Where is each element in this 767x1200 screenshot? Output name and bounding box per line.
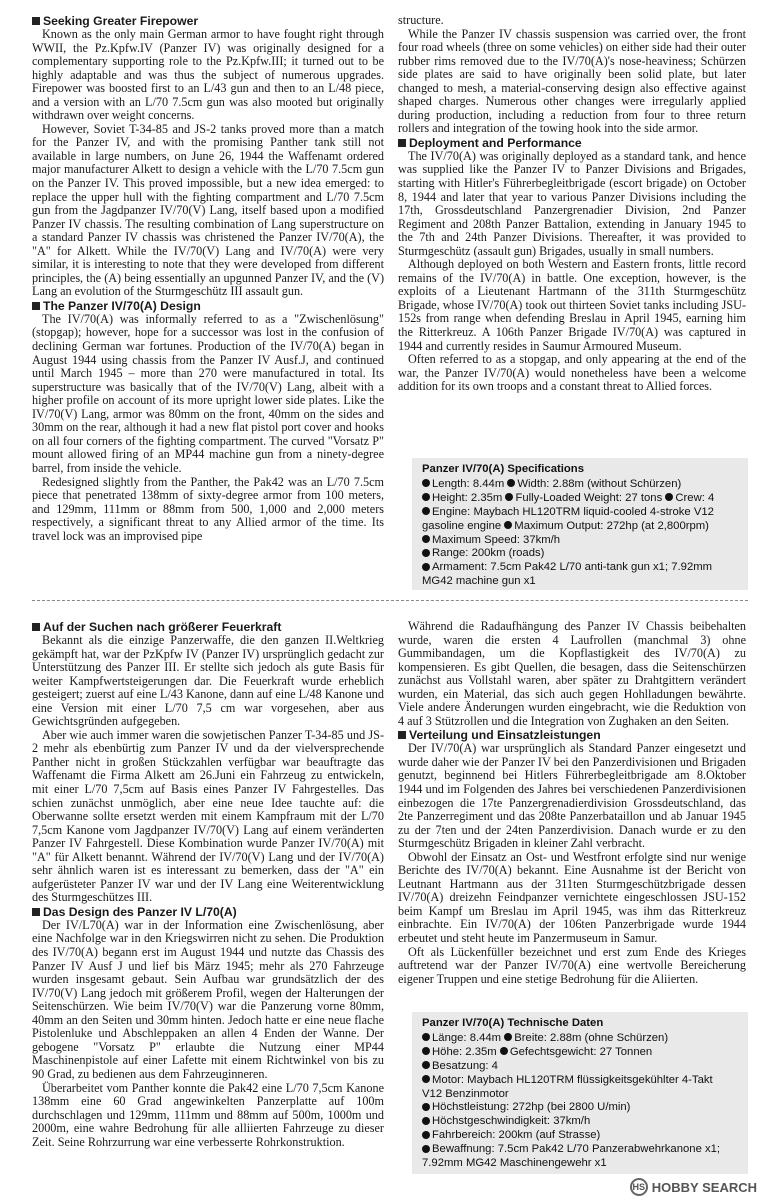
bullet-icon [505,493,513,501]
german-column-right [398,620,746,986]
english-spec-box [412,458,748,590]
paragraph: Oft als Lückenfüller bezeichnet und erst zum Ende des Krieges auftretend war der Panzer IV/70(A) eine wertvolle Bereicherung eigener Truppen und eine stetige Bedrohung für die Aliierten. [398,944,746,986]
paragraph: Bekannt als die einzige Panzerwaffe, die den ganzen II.Weltkrieg gekämpft hat, war der PzKpfw IV (Panzer IV) ursprünglich gedacht zur Unterstützung des Panzer III. Er stellte sich jedoch als gute Basis für weiter Kampfwertsteigerungen dar. Die Feuerkraft wurde erheblich gesteigert; zuerst auf eine L/43 Kanone, dann auf eine L/48 Kanone und eine Version mit einer L/70 7,5 cm war vorgesehen, aber aus Gewichtsgründen aufgegeben. [32,633,384,729]
section-heading: Das Design des Panzer IV L/70(A) [32,905,384,919]
spec-line: Length: 8.44m Width: 2.88m (without Schürzen) [422,478,738,492]
spec-line: 7.92mm MG42 Maschinengewehr x1 [422,1157,607,1170]
spec-line: Range: 200km (roads) [422,547,738,561]
square-bullet-icon [398,139,406,147]
watermark [630,1178,757,1196]
paragraph: Der IV/L70(A) war in der Information eine Zwischenlösung, aber eine Nachfolge war in den Kriegswirren nicht zu sehen. Die Produktion des IV/70(A) begann erst im August 1944 und nutzte das Chassis des Panzer IV Ausf J und lief bis März 1945; mehr als 270 Fahrzeuge wurden insgesamt gebaut. Sein Aufbau war grundsätzlich der des IV/70(V) Lang jedoch mit größerem Profil, wegen der Halterungen der Seitenschürzen. Wie beim IV/70(V) war die Panzerung vorne 80mm, 40mm an den Seiten und 30mm hinten. Jedoch hatte er eine neue flache Pistolenluke und Abschleppaken an allen 4 Enden der Wanne. Der gebogene "Vorsatz P" erlaubte die Nutzung einer MP44 Maschinenpistole auf einer Lafette mit einem Richtwinkel von bis zu 90 Grad, zu bedienen aus dem Fahrzeuginneren. [32,917,384,1081]
bullet-icon [422,1131,430,1139]
german-column-left [32,620,384,1149]
spec-line: Motor: Maybach HL120TRM flüssigkeitsgekühlter 4-Takt [422,1074,738,1088]
paragraph: Obwohl der Einsatz an Ost- und Westfront erfolgte sind nur wenige Berichte des IV/70(A) bekannt. Eine Ausnahme ist der Bericht von Leutnant Hartmann aus der 311ten Sturmgeschützbrigade dessen IV/70(A) dreizehn Feindpanzer vernichtete eingeschlossen JSU-152 beim Kampf um Breslau im April 1945, was ihm das Ritterkreuz einbrachte. Ein IV/70(A) der 106ten Panzerbrigade wurde 1944 erbeutet und steht heute im Panzermuseum in Samur. [398,849,746,946]
spec-line: gasoline engine Maximum Output: 272hp (at 2,800rpm) [422,519,709,532]
watermark-text: HOBBY SEARCH [651,1179,757,1195]
square-bullet-icon [32,908,40,916]
spec-line: V12 Benzinmotor [422,1087,509,1100]
paragraph: The IV/70(A) was originally deployed as a standard tank, and hence was supplied like the Panzer IV to Panzer Divisions and Brigades, starting with Hitler's Führerbegleitbrigade (escort brigade) on October 8, 1944 and later that year to various Panzer Divisions including the 17th, Grossdeutschland Panzergrenadier Division, 2nd Panzer Regiment and 208th Panzer Battalion, extending in January 1945 to the 7th and 24th Panzer Divisions. Thereafter, it was provided to Sturmgeschütz (assault gun) Brigades, usually in small numbers. [398,148,746,258]
bullet-icon [422,1103,430,1111]
bullet-icon [422,563,430,571]
spec-title: Panzer IV/70(A) Technische Daten [422,1017,604,1029]
paragraph: While the Panzer IV chassis suspension was carried over, the front four road wheels (three on some vehicles) on either side had their outer rubber rims removed due to the IV/70(A)'s nose-heaviness; Schürzen side plates are said to have originally been solid plate, but later changed to mesh, a material-conserving design also effective against shaped charges. Numerous other changes were irregularly applied during production, including a reduction from four to three return rollers and integration of the towing hook into the side armor. [398,26,746,136]
paragraph: Während die Radaufhängung des Panzer IV Chassis beibehalten wurde, waren die ersten 4 Laufrollen (manchmal 3) ohne Gummibandagen, um die Kopflastigkeit des IV/70(A) zu kompensieren. Es gibt Quellen, die besagen, dass die Seitenschürzen zunächst aus Vollstahl waren, aber später zu Drahtgittern verändert wurden, ein Material, das sich auch gegen Hohlladungen bewährte. Viele andere Änderungen wurden eingebracht, wie die Reduktion von 4 auf 3 Stützrollen und die Integration von Zughaken an den Seiten. [398,619,746,728]
paragraph: The IV/70(A) was informally referred to as a "Zwischenlösung" (stopgap); however, hope for a successor was lost in the confusion of declining German war fortunes. Production of the IV/70(A) began in August 1944 using chassis from the Panzer IV Ausf.J, and continued until March 1945 – more than 270 were manufactured in total. Its superstructure was basically that of the IV/70(V) Lang, albeit with a higher profile on account of its more upright lower side plates. Like the IV/70(V) Lang, armor was 80mm on the front, 40mm on the sides and 30mm on the rear, although it had a new flat pistol port cover and hooks on all four corners of the fighting compartment. The curved "Vorsatz P" mount allowed firing of an MP44 machine gun from a ninety-degree barrel, from inside the vehicle. [32,311,384,475]
bullet-icon [665,493,673,501]
bullet-icon [504,1033,512,1041]
paragraph: Aber wie auch immer waren die sowjetischen Panzer T-34-85 und JS-2 mehr als ebenbürtig zum Panzer IV und da der vielversprechende Panther nicht in großen Stückzahlen verfügbar war beauftragte das Waffenamt die Firma Alkett am 26.Juni ein Fahrzeug zu entwickeln, mit einer L/70 7,5cm auf Basis eines Panzer IV Fahrgestelles. Das schien zunächst unmöglich, aber eine neue Idee tauchte auf: die Oberwanne sollte ersetzt werden mit einem Kampfraum mit der L/70 7,5cm Kanone vom Jagdpanzer IV/70(V) Lang auf einem veränderten Panzer IV Fahrgestell. Diese Kombination wurde Panzer IV/70(A) mit "A" für Alkett benannt. Während der IV/70(V) Lang und der IV/70(A) sehr ähnlich waren ist es interessant zu bemerken, dass der "A" ein aufgerüsteter Panzer IV war und der IV Lang eine Weiterentwicklung des Sturmgeschützes III. [32,727,384,905]
bullet-icon [422,1075,430,1083]
bullet-icon [422,493,430,501]
english-column-right [398,14,746,394]
bullet-icon [422,1117,430,1125]
spec-line: Fahrbereich: 200km (auf Strasse) [422,1129,738,1143]
spec-line: Höchstgeschwindigkeit: 37km/h [422,1115,738,1129]
paragraph: structure. [398,13,444,27]
bullet-icon [422,507,430,515]
spec-line: Engine: Maybach HL120TRM liquid-cooled 4-stroke V12 [422,506,738,520]
square-bullet-icon [32,302,40,310]
hobby-search-logo-icon: HS [630,1178,648,1196]
section-heading: Verteilung und Einsatzleistungen [398,728,746,742]
bullet-icon [422,1033,430,1041]
bullet-icon [422,1145,430,1153]
english-column-left [32,14,384,543]
bullet-icon [504,521,512,529]
bullet-icon [422,549,430,557]
bullet-icon [500,1047,508,1055]
bullet-icon [422,1061,430,1069]
spec-line: Height: 2.35m Fully-Loaded Weight: 27 tons Crew: 4 [422,492,738,506]
paragraph: Known as the only main German armor to have fought right through WWII, the Pz.Kpfw.IV (Panzer IV) was originally designed for a complementary supporting role to the Pz.Kpfw.III; it turned out to be highly adaptable and was thus the subject of numerous upgrades. Firepower was boosted first to an L/43 gun and then to an L/48 piece, and a version with an L/70 7.5cm gun was also mooted but originally withdrawn over weight concerns. [32,27,384,123]
spec-line: Höchstleistung: 272hp (bei 2800 U/min) [422,1101,738,1115]
paragraph: Although deployed on both Western and Eastern fronts, little record remains of the IV/70(A) in battle. One exception, however, is the exploits of a Lieutenant Hartmann of the 311th Sturmgeschütz Brigade, whose IV/70(A) took out thirteen Soviet tanks including JSU-152s from range when defending Breslau in April 1945, earning him the Ritterkreuz. A 106th Panzer Brigade IV/70(A) was captured in 1944 and currently resides in Saumur Armoured Museum. [398,257,746,353]
spec-line: Bewaffnung: 7.5cm Pak42 L/70 Panzerabwehrkanone x1; [422,1143,738,1157]
spec-line: Besatzung: 4 [422,1060,738,1074]
square-bullet-icon [32,17,40,25]
paragraph: Redesigned slightly from the Panther, the Pak42 was an L/70 7.5cm piece that penetrated 138mm of sixty-degree armor from 100 meters, and 129mm, 111mm or 88mm from 500, 1,000 and 2,000 meters respectively, a significant threat to any Allied armor of the time. Its travel lock was an improvised pipe [32,474,384,543]
paragraph: Überarbeitet vom Panther konnte die Pak42 eine L/70 7,5cm Kanone 138mm eine 60 Grad angewinkelten Panzerplatte auf 100m durchschlagen und 129mm, 111mm und 88mm auf 500m, 1000m und 2000m, eine wahre Bedrohung für alle alliierten Fahrzeuge zu dieser Zeit. Seine Rohrzurrung war eine verbesserte Rohrkonstruktion. [32,1080,384,1149]
section-heading: Auf der Suchen nach größerer Feuerkraft [32,620,384,634]
spec-line: Höhe: 2.35m Gefechtsgewicht: 27 Tonnen [422,1046,738,1060]
section-heading: Seeking Greater Firepower [32,14,384,28]
spec-line: Maximum Speed: 37km/h [422,534,738,548]
square-bullet-icon [398,731,406,739]
section-heading: The Panzer IV/70(A) Design [32,299,384,313]
bullet-icon [422,1047,430,1055]
paragraph: However, Soviet T-34-85 and JS-2 tanks proved more than a match for the Panzer IV, and with the promising Panther tank still not available in large numbers, on June 26, 1944 the Waffenamt ordered major manufacturer Alkett to design a vehicle with the L/70 7.5cm gun on the Panzer IV. This proved impossible, but a new idea emerged: to replace the upper hull with the fighting compartment and L/70 7.5cm gun from the Jagdpanzer IV/70(V) Lang, itself based upon a modified Panzer IV chassis. The resulting combination of Lang superstructure on a standard Panzer IV chassis was christened the Panzer IV/70(A), the "A" for Alkett. While the IV/70(V) Lang and IV/70(A) were very similar, it is interesting to note that they were developed from different principles, the (A) being essentially an upgunned Panzer IV, and the (V) Lang an evolution of the Sturmgeschütz III assault gun. [32,121,384,299]
square-bullet-icon [32,623,40,631]
spec-title: Panzer IV/70(A) Specifications [422,463,584,475]
bullet-icon [422,479,430,487]
paragraph: Der IV/70(A) war ursprünglich als Standard Panzer eingesetzt und wurde daher wie der Panzer IV bei den Panzerdivisionen und Brigaden genutzt, beginnend bei Hitlers Führerbegleitbrigade am 8.Oktober 1944 und im Folgenden des Jahres bei verschiedenen Panzerdivisionen einbezogen die 17te Panzergrenadierdivision Grossdeutschland, das 2te Panzerregiment und das 208te Panzerbataillon und ab Januar 1945 zu der 7ten und der 24ten Panzerdivision. Danach wurde er zu den Sturmgeschütz Brigaden in kleiner Zahl verbracht. [398,741,746,851]
spec-line: Länge: 8.44m Breite: 2.88m (ohne Schürzen) [422,1032,738,1046]
spec-line: MG42 machine gun x1 [422,575,536,588]
section-heading: Deployment and Performance [398,136,746,150]
bullet-icon [422,535,430,543]
paragraph: Often referred to as a stopgap, and only appearing at the end of the war, the Panzer IV/70(A) would nonetheless have been a welcome addition for its own troops and a constant threat to Allied forces. [398,352,746,394]
bullet-icon [507,479,515,487]
section-divider [32,600,748,601]
spec-line: Armament: 7.5cm Pak42 L/70 anti-tank gun x1; 7.92mm [422,561,738,575]
german-spec-box [412,1012,748,1174]
